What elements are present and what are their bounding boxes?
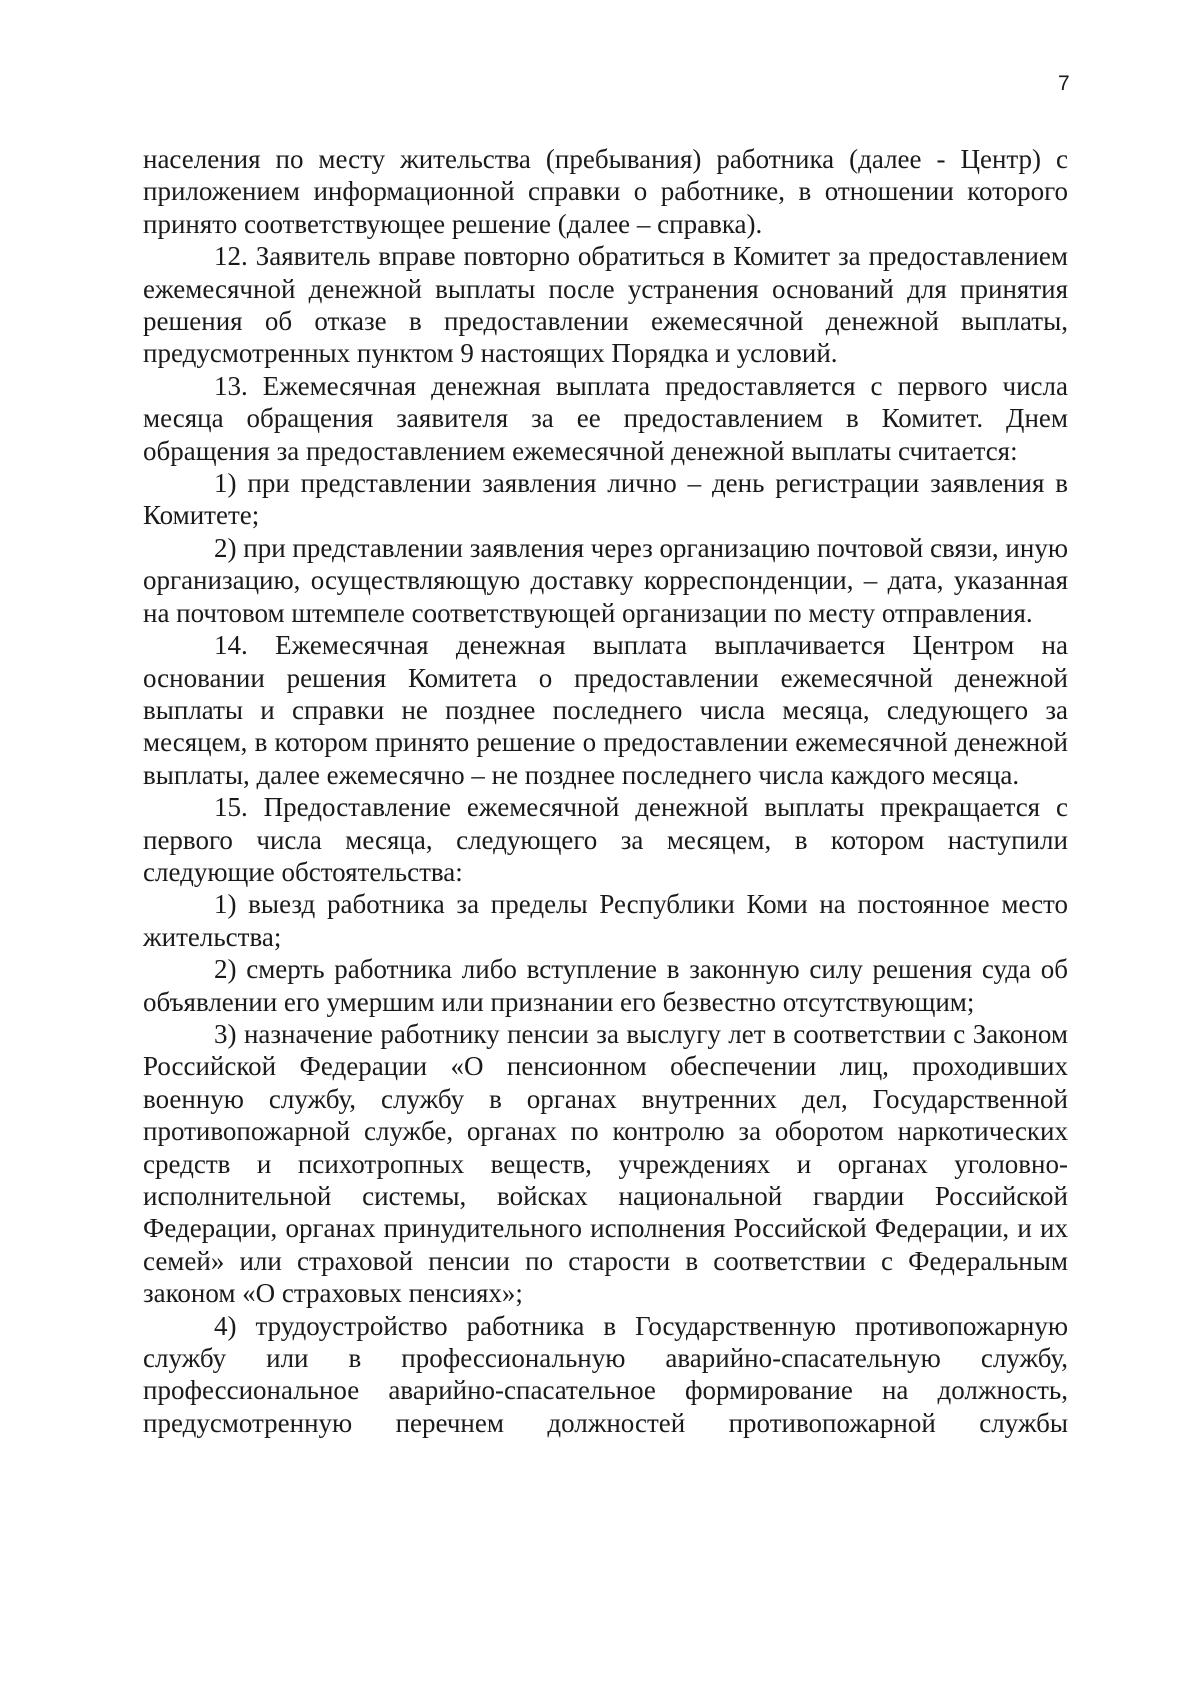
paragraph-item-12: 12. Заявитель вправе повторно обратиться в Комитет за предоставлением ежемесячной денежной выплаты после устранения оснований для принятия решения об отказе в предоставлении ежемесячной денежной выплаты, предусмотренных пунктом 9 настоящих Порядка и условий. (143, 241, 1068, 369)
paragraph-item-15-2: 2) смерть работника либо вступление в законную силу решения суда об объявлении его умершим или признании его безвестно отсутствующим; (143, 954, 1068, 1017)
paragraph-item-14: 14. Ежемесячная денежная выплата выплачивается Центром на основании решения Комитета о предоставлении ежемесячной денежной выплаты и справки не позднее последнего числа месяца, следующего за месяцем, в котором принято решение о предоставлении ежемесячной денежной выплаты, далее ежемесячно – не позднее последнего числа каждого месяца. (143, 630, 1068, 790)
paragraph-item-15-3: 3) назначение работнику пенсии за выслугу лет в соответствии с Законом Российской Федерации «О пенсионном обеспечении лиц, проходивших военную службу, службу в органах внутренних дел, Государственной противопожарной службе, органах по контролю за оборотом наркотических средств и психотропных веществ, учреждениях и органах уголовно-исполнительной системы, войсках национальной гвардии Российской Федерации, органах принудительного исполнения Российской Федерации, и их семей» или страховой пенсии по старости в соответствии с Федеральным законом «О страховых пенсиях»; (143, 1018, 1068, 1309)
page-number: 7 (1058, 72, 1070, 95)
paragraph-item-13-1: 1) при представлении заявления лично – день регистрации заявления в Комитете; (143, 468, 1068, 531)
paragraph-item-15-1: 1) выезд работника за пределы Республики Коми на постоянное место жительства; (143, 889, 1068, 952)
paragraph-item-13-2: 2) при представлении заявления через организацию почтовой связи, иную организацию, осуществляющую доставку корреспонденции, – дата, указанная на почтовом штемпеле соответствующей организации по месту отправления. (143, 532, 1068, 628)
paragraph-item-15-4: 4) трудоустройство работника в Государственную противопожарную службу или в профессиональную аварийно-спасательную службу, профессиональное аварийно-спасательное формирование на должность, предусмотренную перечнем должностей противопожарной службы (143, 1310, 1068, 1438)
paragraph-item-13: 13. Ежемесячная денежная выплата предоставляется с первого числа месяца обращения заявителя за ее предоставлением в Комитет. Днем обращения за предоставлением ежемесячной денежной выплаты считается: (143, 370, 1068, 466)
paragraph-continuation: населения по месту жительства (пребывания) работника (далее - Центр) с приложением информационной справки о работнике, в отношении которого принято соответствующее решение (далее – справка). (143, 144, 1068, 239)
document-body (143, 143, 1068, 1439)
paragraph-item-15: 15. Предоставление ежемесячной денежной выплаты прекращается с первого числа месяца, следующего за месяцем, в котором наступили следующие обстоятельства: (143, 792, 1068, 887)
